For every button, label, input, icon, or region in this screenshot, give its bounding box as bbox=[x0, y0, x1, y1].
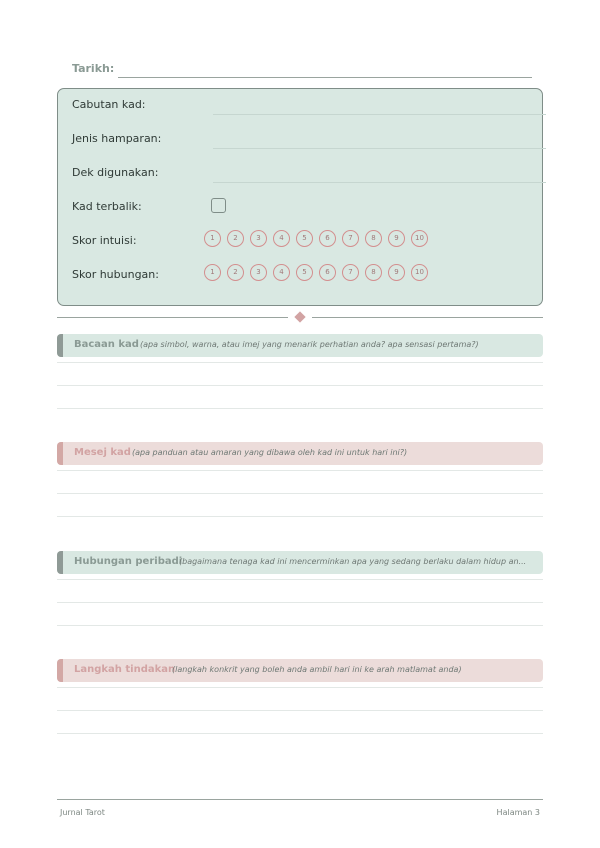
section-hint: (bagaimana tenaga kad ini mencerminkan apa yang sedang berlaku dalam hidup an... bbox=[179, 557, 527, 566]
writing-line[interactable] bbox=[57, 687, 543, 688]
reversed-label: Kad terbalik: bbox=[72, 200, 142, 213]
ornament-divider bbox=[57, 313, 543, 323]
section-hint: (langkah konkrit yang boleh anda ambil hari ini ke arah matlamat anda) bbox=[172, 665, 462, 674]
card-drawn-line[interactable] bbox=[213, 114, 546, 115]
intuition-score-option[interactable]: 10 bbox=[411, 230, 428, 247]
writing-line[interactable] bbox=[57, 602, 543, 603]
reversed-checkbox[interactable] bbox=[211, 198, 226, 213]
section-hint: (apa panduan atau amaran yang dibawa oleh kad ini untuk hari ini?) bbox=[132, 448, 408, 457]
section-header bbox=[57, 442, 543, 465]
writing-line[interactable] bbox=[57, 710, 543, 711]
card-drawn-label: Cabutan kad: bbox=[72, 98, 146, 111]
spread-type-line[interactable] bbox=[213, 148, 546, 149]
section-accent-bar bbox=[57, 442, 63, 465]
section-card-reading bbox=[57, 334, 543, 357]
section-header bbox=[57, 551, 543, 574]
intuition-score-option[interactable]: 2 bbox=[227, 230, 244, 247]
section-title: Langkah tindakan bbox=[74, 664, 176, 675]
footer-page-number: Halaman 3 bbox=[496, 808, 540, 817]
section-accent-bar bbox=[57, 334, 63, 357]
section-accent-bar bbox=[57, 551, 63, 574]
writing-line[interactable] bbox=[57, 579, 543, 580]
card-drawn-row bbox=[72, 97, 532, 117]
intuition-score-option[interactable]: 4 bbox=[273, 230, 290, 247]
connection-score-option[interactable]: 3 bbox=[250, 264, 267, 281]
spread-type-row bbox=[72, 131, 532, 151]
connection-score-option[interactable]: 8 bbox=[365, 264, 382, 281]
intuition-score-option[interactable]: 3 bbox=[250, 230, 267, 247]
writing-line[interactable] bbox=[57, 408, 543, 409]
footer-journal-name: Jurnal Tarot bbox=[60, 808, 105, 817]
date-row bbox=[72, 62, 532, 80]
connection-score-row bbox=[72, 267, 532, 287]
writing-line[interactable] bbox=[57, 493, 543, 494]
writing-line[interactable] bbox=[57, 733, 543, 734]
writing-line[interactable] bbox=[57, 470, 543, 471]
section-hint: (apa simbol, warna, atau imej yang menarik perhatian anda? apa sensasi pertama?) bbox=[140, 340, 479, 349]
section-title: Mesej kad bbox=[74, 447, 131, 458]
date-input-line[interactable] bbox=[118, 77, 532, 78]
writing-line[interactable] bbox=[57, 385, 543, 386]
intuition-score-row bbox=[72, 233, 532, 253]
date-label: Tarikh: bbox=[72, 62, 115, 75]
deck-used-row bbox=[72, 165, 532, 185]
reversed-row bbox=[72, 199, 532, 219]
intuition-score-option[interactable]: 7 bbox=[342, 230, 359, 247]
intuition-score-option[interactable]: 5 bbox=[296, 230, 313, 247]
section-title: Hubungan peribadi bbox=[74, 556, 183, 567]
divider-line-right bbox=[312, 317, 543, 318]
connection-score-option[interactable]: 6 bbox=[319, 264, 336, 281]
section-card-message bbox=[57, 442, 543, 465]
connection-score-option[interactable]: 9 bbox=[388, 264, 405, 281]
intuition-score-option[interactable]: 1 bbox=[204, 230, 221, 247]
connection-score-option[interactable]: 2 bbox=[227, 264, 244, 281]
deck-used-line[interactable] bbox=[213, 182, 546, 183]
connection-score-option[interactable]: 7 bbox=[342, 264, 359, 281]
card-info-box bbox=[57, 88, 543, 306]
section-title: Bacaan kad bbox=[74, 339, 139, 350]
intuition-score-label: Skor intuisi: bbox=[72, 234, 137, 247]
intuition-score-option[interactable]: 9 bbox=[388, 230, 405, 247]
footer-divider bbox=[57, 799, 543, 800]
deck-used-label: Dek digunakan: bbox=[72, 166, 159, 179]
writing-line[interactable] bbox=[57, 516, 543, 517]
spread-type-label: Jenis hamparan: bbox=[72, 132, 162, 145]
divider-line-left bbox=[57, 317, 288, 318]
section-header bbox=[57, 659, 543, 682]
intuition-score-option[interactable]: 6 bbox=[319, 230, 336, 247]
section-personal-connection bbox=[57, 551, 543, 574]
writing-line[interactable] bbox=[57, 362, 543, 363]
section-accent-bar bbox=[57, 659, 63, 682]
diamond-icon bbox=[294, 311, 305, 322]
connection-score-option[interactable]: 5 bbox=[296, 264, 313, 281]
intuition-score-option[interactable]: 8 bbox=[365, 230, 382, 247]
connection-score-option[interactable]: 10 bbox=[411, 264, 428, 281]
connection-score-label: Skor hubungan: bbox=[72, 268, 159, 281]
writing-line[interactable] bbox=[57, 625, 543, 626]
section-header bbox=[57, 334, 543, 357]
connection-score-option[interactable]: 4 bbox=[273, 264, 290, 281]
section-action-steps bbox=[57, 659, 543, 682]
connection-score-option[interactable]: 1 bbox=[204, 264, 221, 281]
